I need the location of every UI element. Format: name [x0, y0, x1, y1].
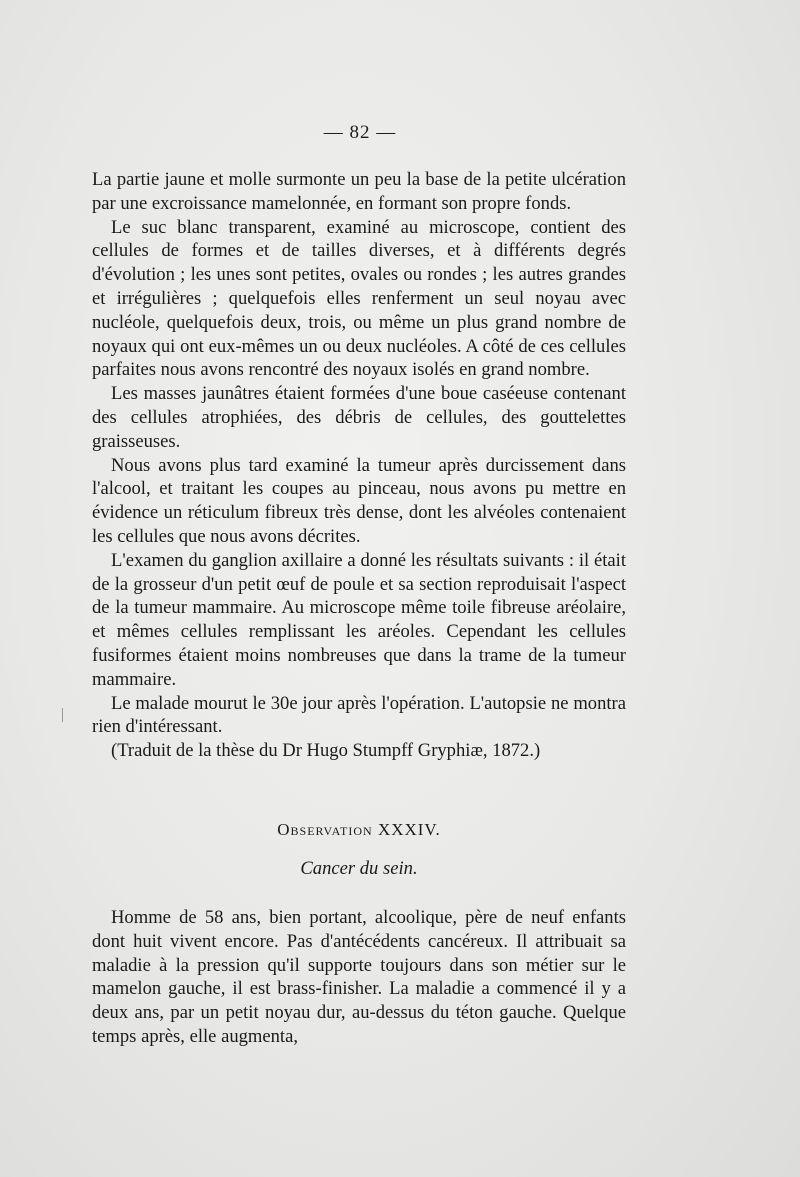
observation-heading-number: XXXIV. — [377, 820, 441, 839]
paragraph: L'examen du ganglion axillaire a donné les résultats suivants : il était de la grosseur d'un petit œuf de poule et sa section reproduisait l'aspect de la tumeur mammaire. Au microscope même toile fibreuse aréolaire, et mêmes cellules remplissant les aréoles. Cependant les cellules fusiformes étaient moins nombreuses que dans la trame de la tumeur mammaire. — [92, 549, 626, 690]
paragraph: Homme de 58 ans, bien portant, alcoolique, père de neuf enfants dont huit vivent encore. Pas d'antécédents cancéreux. Il attribuait sa maladie à la pression qu'il supporte toujours dans son métier sur le mamelon gauche, il est brass-finisher. La maladie a commencé il y a deux ans, par un petit noyau dur, au-dessus du téton gauche. Quelque temps après, elle augmenta, — [92, 907, 626, 1047]
margin-mark — [62, 708, 63, 722]
observation-heading-word: Observation — [277, 820, 373, 839]
paragraph: Les masses jaunâtres étaient formées d'une boue caséeuse contenant des cellules atrophiées, des débris de cellules, des gouttelettes graisseuses. — [92, 383, 626, 452]
citation-paragraph: (Traduit de la thèse du Dr Hugo Stumpff Gryphiæ, 1872.) — [111, 740, 541, 762]
page-number: — 82 — — [323, 122, 397, 143]
body-text-bottom — [92, 906, 626, 1049]
paragraph: Nous avons plus tard examiné la tumeur après durcissement dans l'alcool, et traitant les coupes au pinceau, nous avons pu mettre en évidence un réticulum fibreux très dense, dont les alvéoles contenaient les cellules que nous avons décrites. — [92, 454, 626, 547]
paragraph: La partie jaune et molle surmonte un peu la base de la petite ulcération par une excroissance mamelonnée, en formant son propre fonds. — [92, 169, 626, 214]
paragraph: Le suc blanc transparent, examiné au microscope, contient des cellules de formes et de tailles diverses, et à différents degrés d'évolution ; les unes sont petites, ovales ou rondes ; les autres grandes et irrégulières ; quelquefois elles renferment un seul noyau avec nucléole, quelquefois deux, trois, ou même un plus grand nombre de noyaux qui ont eux-mêmes un ou deux nucléoles. A côté de ces cellules parfaites nous avons rencontré des noyaux isolés en grand nombre. — [92, 216, 626, 381]
observation-subtitle: Cancer du sein. — [300, 858, 418, 879]
body-text-top — [92, 168, 626, 763]
observation-heading — [92, 820, 626, 840]
paragraph: Le malade mourut le 30e jour après l'opération. L'autopsie ne montra rien d'intéressant. — [92, 692, 626, 738]
